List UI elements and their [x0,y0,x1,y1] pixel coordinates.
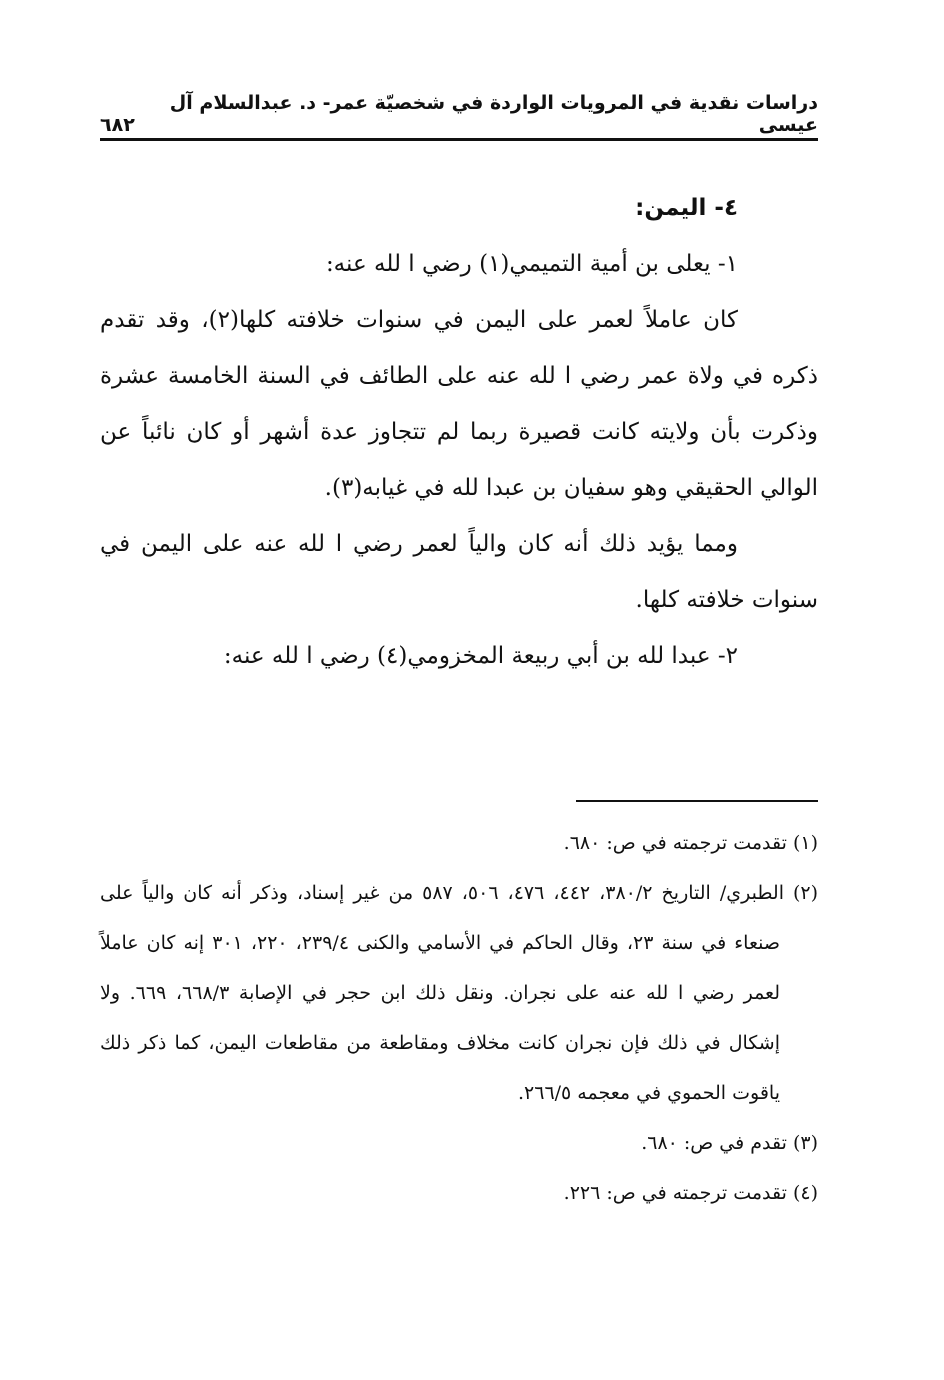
footnote-4: (٤) تقدمت ترجمته في ص: ٢٢٦. [563,1182,818,1204]
paragraph-1: كان عاملاً لعمر على اليمن في سنوات خلافته كلها(٢)، وقد تقدم ذكره في ولاة عمر رضي ا لله عنه على الطائف في السنة الخامسة عشرة وذكرت بأن ولايته كانت قصيرة ربما لم تتجاوز عدة أشهر أو كان نائباً عن الوالي الحقيقي وهو سفيان بن عبدا لله في غيابه(٣). [100,307,818,501]
item-2-title: ٢- عبدا لله بن أبي ربيعة المخزومي(٤) رضي ا لله عنه: [223,643,738,669]
footnote-2: (٢) الطبري/ التاريخ ٣٨٠/٢، ٤٤٢، ٤٧٦، ٥٠٦، ٥٨٧ من غير إسناد، وذكر أنه كان والياً على صنعاء في سنة ٢٣، وقال الحاكم في الأسامي والكنى ٢٣٩/٤، ٢٢٠، ٣٠١ إنه كان عاملاً لعمر رضي ا لله عنه على نجران. ونقل ذلك ابن حجر في الإصابة ٦٦٨/٣، ٦٦٩. ولا إشكال في ذلك فإن نجران كانت مخلاف ومقاطعة من مقاطعات اليمن، كما ذكر ذلك ياقوت الحموي في معجمه ٢٦٦/٥. [100,882,819,1104]
main-text [100,180,818,684]
running-title: دراسات نقدية في المرويات الواردة في شخصيّة عمر- د. عبدالسلام آل عيسى [169,92,818,136]
section-heading: ٤- اليمن: [635,195,738,221]
footnotes [100,818,818,1218]
running-header [100,92,818,136]
footnote-3: (٣) تقدم في ص: ٦٨٠. [641,1132,818,1154]
footnote-1: (١) تقدمت ترجمته في ص: ٦٨٠. [563,832,818,854]
item-1-title: ١- يعلى بن أمية التميمي(١) رضي ا لله عنه: [325,251,738,277]
paragraph-2: ومما يؤيد ذلك أنه كان والياً لعمر رضي ا لله عنه على اليمن في سنوات خلافته كلها. [100,531,818,613]
page-number: ٦٨٢ [100,114,135,136]
header-rule [100,138,818,141]
footnote-separator [576,800,818,802]
